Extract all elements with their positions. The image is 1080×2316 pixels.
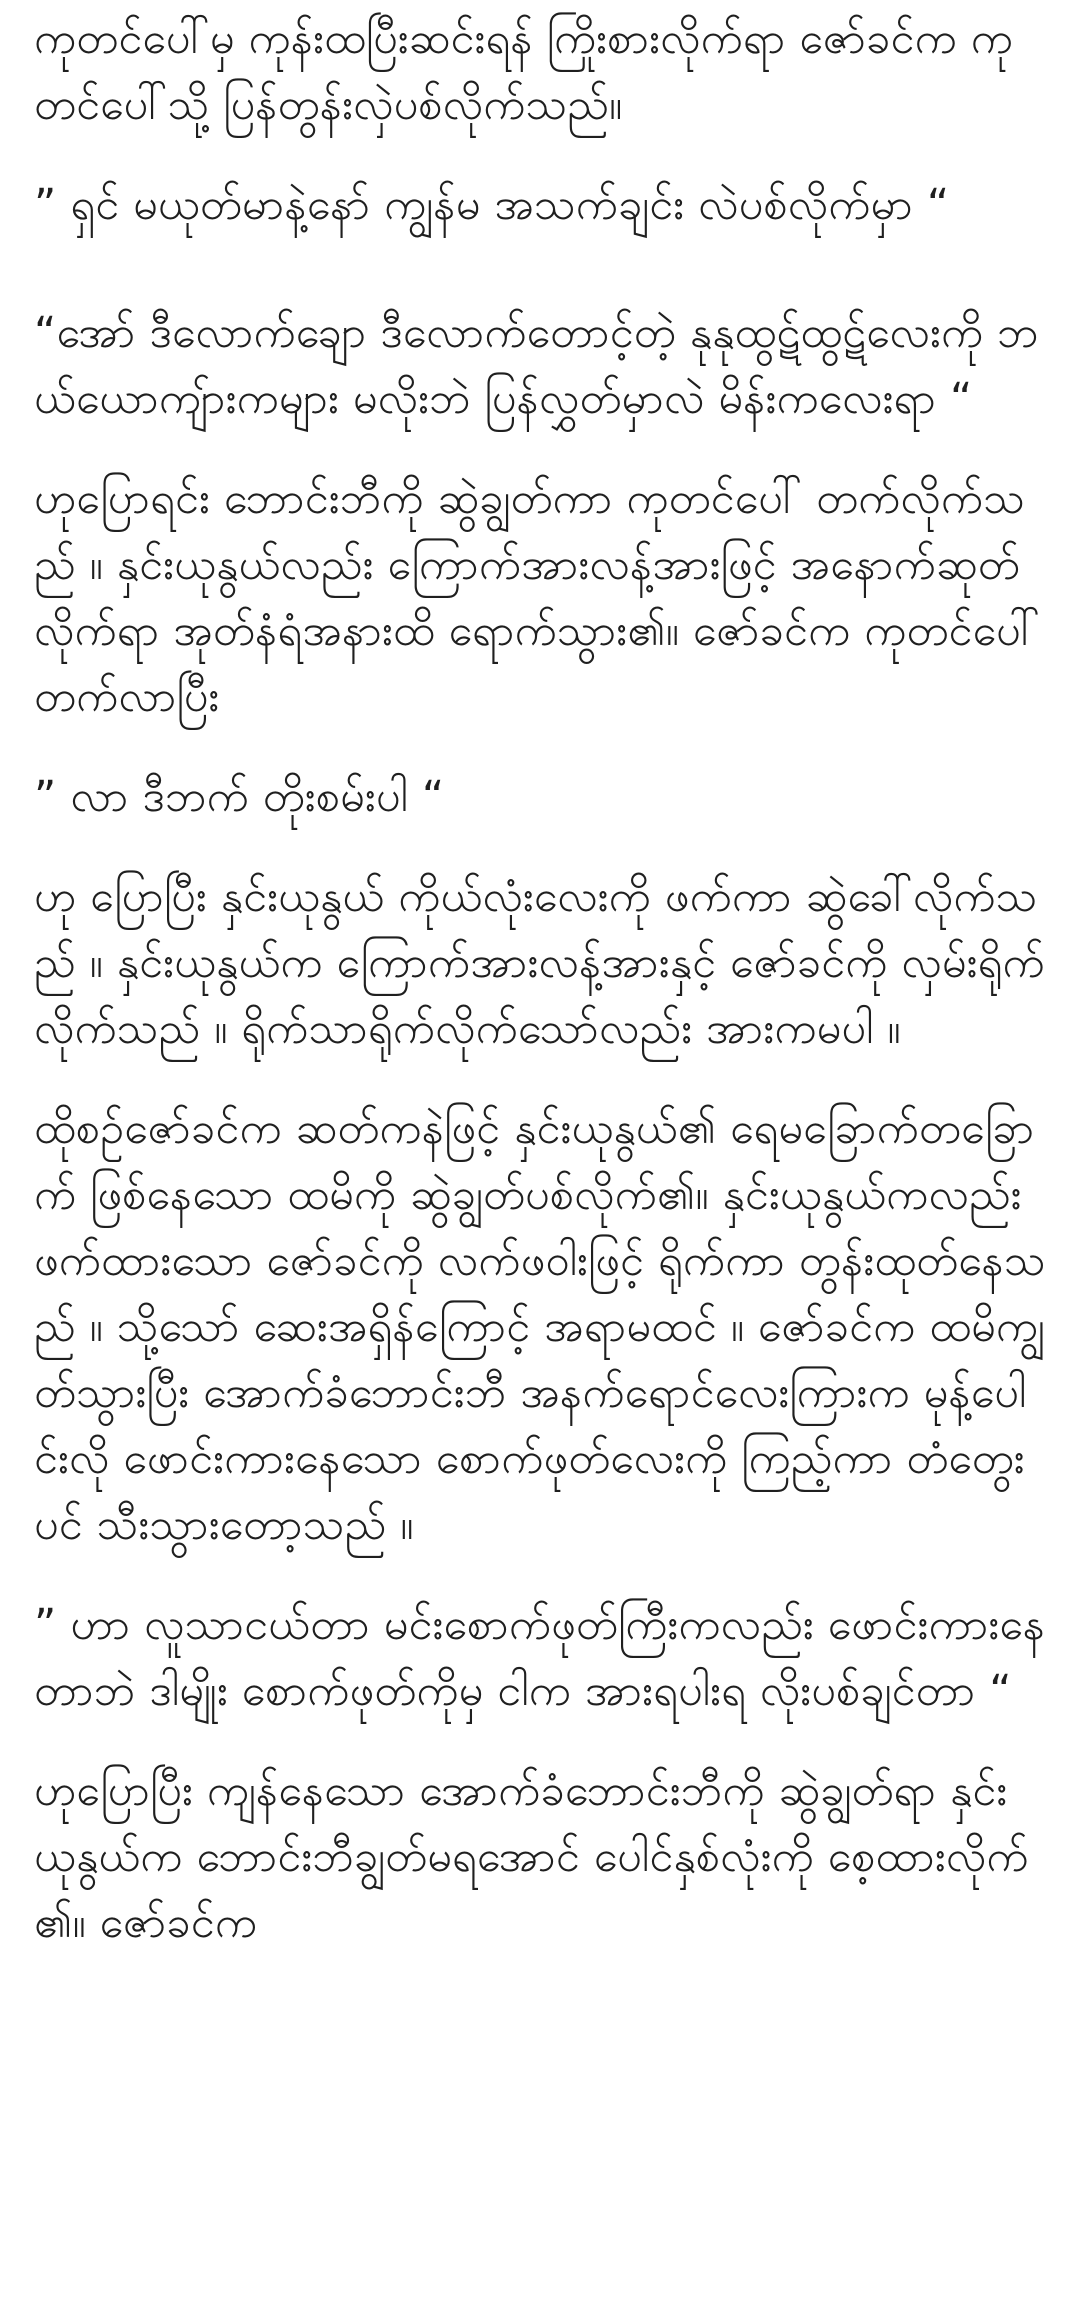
- paragraph: ကုတင်ပေါ်မှ ကုန်းထပြီးဆင်းရန် ကြိုးစားလိုက်ရာ ဇော်ခင်က ကုတင်ပေါ်သို့ ပြန်တွန်းလှဲပစ်လိုက်သည်။: [34, 14, 1014, 130]
- paragraph: ဟုပြောပြီး ကျန်နေသော အောက်ခံဘောင်းဘီကို ဆွဲချွတ်ရာ နှင်းယုနွယ်က ဘောင်းဘီချွတ်မရအောင် ပေါင်နှစ်လုံးကို စေ့ထားလိုက်၏။ ဇော်ခင်က: [34, 1766, 1029, 1948]
- paragraph: ထိုစဉ်ဇော်ခင်က ဆတ်ကနဲဖြင့် နှင်းယုနွယ်၏ ရေမခြောက်တခြောက် ဖြစ်နေသော ထမိကို ဆွဲချွတ်ပစ်လိုက်၏။ နှင်းယုနွယ်ကလည်း ဖက်ထားသော ဇော်ခင်ကို လက်ဖဝါးဖြင့် ရိုက်ကာ တွန်းထုတ်နေသည် ။ သို့သော် ဆေးအရှိန်ကြောင့် အရာမထင် ။ ဇော်ခင်က ထမိကျွတ်သွားပြီး အောက်ခံဘောင်းဘီ အနက်ရောင်လေးကြားက မုန့်ပေါင်းလို ဖောင်းကားနေသော စောက်ဖုတ်လေးကို ကြည့်ကာ တံတွေးပင် သီးသွားတော့သည် ။: [34, 1104, 1046, 1550]
- paragraph: ” ဟာ လူသာငယ်တာ မင်းစောက်ဖုတ်ကြီးကလည်း ဖောင်းကားနေတာဘဲ ဒါမျိုး စောက်ဖုတ်ကိုမှ ငါက အားရပါးရ လိုးပစ်ချင်တာ “: [34, 1600, 1046, 1716]
- paragraph: ဟုပြောရင်း ဘောင်းဘီကို ဆွဲချွတ်ကာ ကုတင်ပေါ် တက်လိုက်သည် ။ နှင်းယုနွယ်လည်း ကြောက်အားလန့်အားဖြင့် အနောက်ဆုတ်လိုက်ရာ အုတ်နံရံအနားထိ ရောက်သွား၏။ ဇော်ခင်က ကုတင်ပေါ် တက်လာပြီး: [34, 474, 1041, 722]
- paragraph: ” ရှင် မယုတ်မာနဲ့နော် ကျွန်မ အသက်ချင်း လဲပစ်လိုက်မှာ “: [34, 180, 950, 230]
- paragraph: ” လာ ဒီဘက် တိုးစမ်းပါ “: [34, 772, 445, 822]
- paragraph: ဟု ပြောပြီး နှင်းယုနွယ် ကိုယ်လုံးလေးကို ဖက်ကာ ဆွဲခေါ်လိုက်သည် ။ နှင်းယုနွယ်က ကြောက်အားလန့်အားနှင့် ဇော်ခင်ကို လှမ်းရိုက်လိုက်သည် ။ ရိုက်သာရိုက်လိုက်သော်လည်း အားကမပါ ။: [34, 872, 1045, 1054]
- paragraph: “အော် ဒီလောက်ချော ဒီလောက်တောင့်တဲ့ နုနုထွဋ်ထွဋ်လေးကို ဘယ်ယောကျ်ားကများ မလိုးဘဲ ပြန်လွှတ်မှာလဲ မိန်းကလေးရာ “: [34, 308, 1039, 424]
